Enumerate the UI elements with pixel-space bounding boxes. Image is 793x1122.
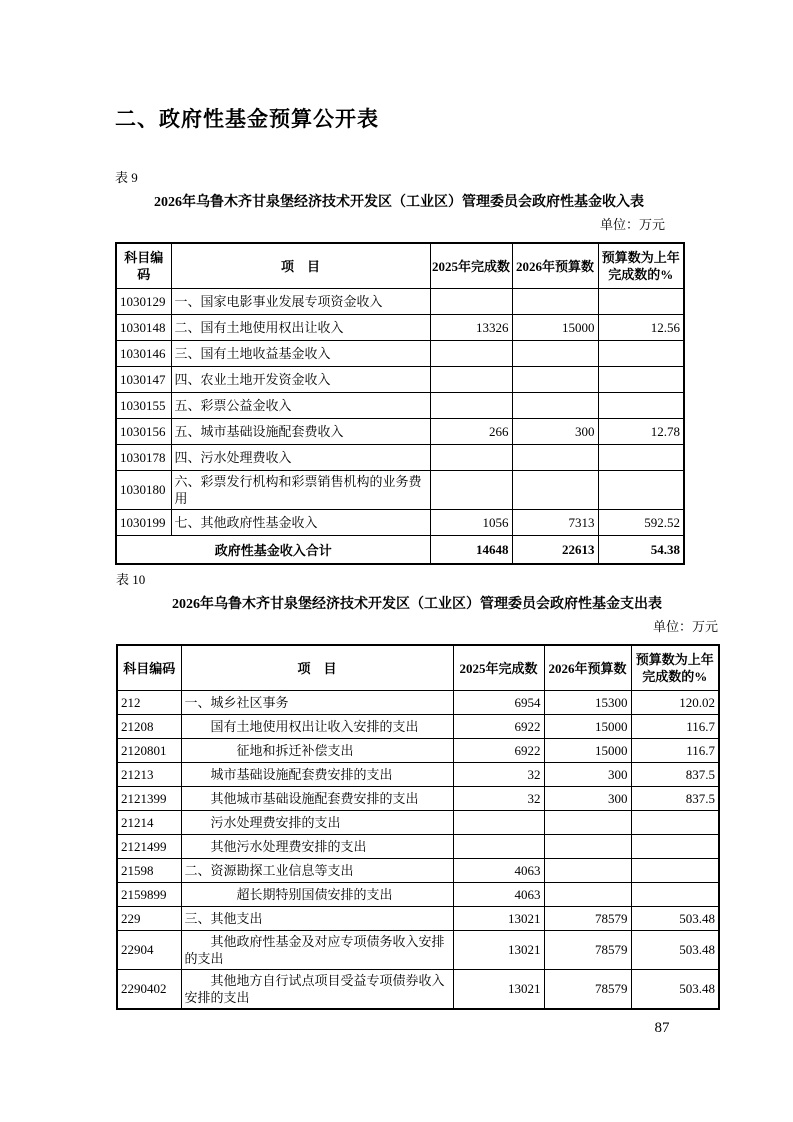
table9-title: 2026年乌鲁木齐甘泉堡经济技术开发区（工业区）管理委员会政府性基金收入表	[154, 195, 644, 210]
cell-item: 六、彩票发行机构和彩票销售机构的业务费用	[171, 471, 430, 510]
cell-2026: 300	[544, 763, 631, 787]
cell-2026	[544, 859, 631, 883]
header-2025-completed: 2025年完成数	[453, 645, 544, 691]
cell-pct	[598, 289, 684, 315]
cell-2026: 78579	[544, 907, 631, 931]
cell-2026: 300	[544, 787, 631, 811]
cell-code: 2120801	[117, 739, 181, 763]
cell-item: 二、国有土地使用权出让收入	[171, 315, 430, 341]
header-pct-of-prev: 预算数为上年完成数的%	[598, 243, 684, 289]
cell-item: 其他污水处理费安排的支出	[181, 835, 453, 859]
cell-pct	[598, 445, 684, 471]
total-2025: 14648	[430, 536, 512, 565]
cell-2026	[512, 445, 598, 471]
cell-2025: 1056	[430, 510, 512, 536]
cell-pct: 503.48	[631, 907, 719, 931]
cell-2025: 6922	[453, 715, 544, 739]
cell-2026: 15000	[512, 315, 598, 341]
cell-code: 21213	[117, 763, 181, 787]
cell-item: 征地和拆迁补偿支出	[181, 739, 453, 763]
cell-2025: 266	[430, 419, 512, 445]
cell-2025: 13021	[453, 970, 544, 1010]
cell-pct	[598, 393, 684, 419]
cell-item: 其他地方自行试点项目受益专项债券收入安排的支出	[181, 970, 453, 1010]
cell-item: 四、农业土地开发资金收入	[171, 367, 430, 393]
table-row	[117, 859, 719, 883]
cell-2025	[430, 471, 512, 510]
table-row	[117, 970, 719, 1010]
cell-item: 七、其他政府性基金收入	[171, 510, 430, 536]
cell-2025: 13021	[453, 907, 544, 931]
header-subject-code: 科目编码	[116, 243, 171, 289]
cell-item: 二、资源勘探工业信息等支出	[181, 859, 453, 883]
cell-2026	[512, 471, 598, 510]
cell-item: 城市基础设施配套费安排的支出	[181, 763, 453, 787]
cell-item: 一、国家电影事业发展专项资金收入	[171, 289, 430, 315]
cell-item: 污水处理费安排的支出	[181, 811, 453, 835]
cell-2026	[512, 341, 598, 367]
cell-code: 21214	[117, 811, 181, 835]
cell-pct: 116.7	[631, 739, 719, 763]
total-2026: 22613	[512, 536, 598, 565]
cell-code: 229	[117, 907, 181, 931]
cell-code: 1030147	[116, 367, 171, 393]
cell-2025: 4063	[453, 859, 544, 883]
table-row	[116, 445, 684, 471]
cell-pct: 12.78	[598, 419, 684, 445]
table9-header-row	[116, 243, 684, 289]
cell-2026: 15000	[544, 715, 631, 739]
table-row	[116, 289, 684, 315]
cell-pct	[631, 883, 719, 907]
header-item: 项 目	[181, 645, 453, 691]
table-row	[117, 883, 719, 907]
cell-item: 一、城乡社区事务	[181, 691, 453, 715]
cell-2025: 13021	[453, 931, 544, 970]
cell-2025	[453, 835, 544, 859]
page-number: 87	[654, 1020, 670, 1036]
header-2025-completed: 2025年完成数	[430, 243, 512, 289]
cell-code: 1030180	[116, 471, 171, 510]
cell-code: 1030178	[116, 445, 171, 471]
cell-2025: 6954	[453, 691, 544, 715]
cell-2025: 4063	[453, 883, 544, 907]
cell-pct	[631, 859, 719, 883]
cell-code: 2159899	[117, 883, 181, 907]
page-title: 二、政府性基金预算公开表	[115, 107, 379, 131]
cell-item: 其他政府性基金及对应专项债务收入安排的支出	[181, 931, 453, 970]
cell-pct	[598, 341, 684, 367]
table-row	[116, 315, 684, 341]
cell-item: 五、彩票公益金收入	[171, 393, 430, 419]
table10-title: 2026年乌鲁木齐甘泉堡经济技术开发区（工业区）管理委员会政府性基金支出表	[172, 597, 662, 612]
cell-pct: 12.56	[598, 315, 684, 341]
table-row	[116, 367, 684, 393]
cell-2026: 78579	[544, 970, 631, 1010]
table9-label: 表 9	[115, 170, 138, 185]
table-row	[117, 907, 719, 931]
cell-pct: 592.52	[598, 510, 684, 536]
cell-code: 2121399	[117, 787, 181, 811]
table-row	[117, 763, 719, 787]
cell-pct: 120.02	[631, 691, 719, 715]
table-row	[117, 835, 719, 859]
cell-code: 2290402	[117, 970, 181, 1010]
cell-code: 21208	[117, 715, 181, 739]
table10-unit-label: 单位：万元	[652, 619, 718, 634]
cell-code: 212	[117, 691, 181, 715]
cell-2025	[453, 811, 544, 835]
cell-item: 国有土地使用权出让收入安排的支出	[181, 715, 453, 739]
cell-pct	[631, 835, 719, 859]
cell-code: 1030156	[116, 419, 171, 445]
table-row	[117, 931, 719, 970]
cell-2025	[430, 289, 512, 315]
cell-item: 超长期特别国债安排的支出	[181, 883, 453, 907]
cell-pct: 837.5	[631, 787, 719, 811]
table-row	[117, 715, 719, 739]
table-row	[116, 471, 684, 510]
cell-2026	[512, 289, 598, 315]
cell-code: 1030199	[116, 510, 171, 536]
table-row	[116, 393, 684, 419]
fund-income-table	[115, 242, 685, 565]
table-row	[116, 341, 684, 367]
header-item: 项 目	[171, 243, 430, 289]
cell-code: 2121499	[117, 835, 181, 859]
header-pct-of-prev: 预算数为上年完成数的%	[631, 645, 719, 691]
cell-2026: 78579	[544, 931, 631, 970]
cell-item: 五、城市基础设施配套费收入	[171, 419, 430, 445]
cell-2025: 32	[453, 763, 544, 787]
cell-2026	[544, 835, 631, 859]
cell-code: 1030146	[116, 341, 171, 367]
cell-2025: 6922	[453, 739, 544, 763]
cell-pct: 503.48	[631, 931, 719, 970]
cell-item: 其他城市基础设施配套费安排的支出	[181, 787, 453, 811]
cell-item: 四、污水处理费收入	[171, 445, 430, 471]
cell-2025	[430, 445, 512, 471]
total-pct: 54.38	[598, 536, 684, 565]
cell-2026: 300	[512, 419, 598, 445]
cell-pct: 837.5	[631, 763, 719, 787]
cell-2026: 15000	[544, 739, 631, 763]
cell-2026	[544, 883, 631, 907]
total-row	[116, 536, 684, 565]
table-row	[116, 419, 684, 445]
cell-item: 三、国有土地收益基金收入	[171, 341, 430, 367]
cell-2025	[430, 393, 512, 419]
cell-2026	[512, 393, 598, 419]
cell-code: 1030129	[116, 289, 171, 315]
cell-pct: 503.48	[631, 970, 719, 1010]
table-row	[117, 691, 719, 715]
table-row	[117, 739, 719, 763]
table10-section	[116, 572, 718, 1010]
table-row	[116, 510, 684, 536]
cell-2025: 32	[453, 787, 544, 811]
cell-2025: 13326	[430, 315, 512, 341]
cell-pct: 116.7	[631, 715, 719, 739]
cell-pct	[598, 471, 684, 510]
cell-item: 三、其他支出	[181, 907, 453, 931]
header-2026-budget: 2026年预算数	[512, 243, 598, 289]
fund-expenditure-table	[116, 644, 720, 1010]
cell-2026	[544, 811, 631, 835]
table10-header-row	[117, 645, 719, 691]
header-2026-budget: 2026年预算数	[544, 645, 631, 691]
table-row	[117, 811, 719, 835]
table-row	[117, 787, 719, 811]
cell-code: 1030148	[116, 315, 171, 341]
header-subject-code: 科目编码	[117, 645, 181, 691]
cell-code: 1030155	[116, 393, 171, 419]
cell-code: 21598	[117, 859, 181, 883]
table10-label: 表 10	[116, 572, 146, 587]
total-label: 政府性基金收入合计	[116, 536, 430, 565]
cell-2026: 15300	[544, 691, 631, 715]
table9-section	[115, 170, 683, 565]
cell-2025	[430, 367, 512, 393]
cell-pct	[598, 367, 684, 393]
table9-unit-label: 单位：万元	[599, 217, 665, 232]
cell-2026: 7313	[512, 510, 598, 536]
cell-pct	[631, 811, 719, 835]
cell-code: 22904	[117, 931, 181, 970]
cell-2026	[512, 367, 598, 393]
cell-2025	[430, 341, 512, 367]
